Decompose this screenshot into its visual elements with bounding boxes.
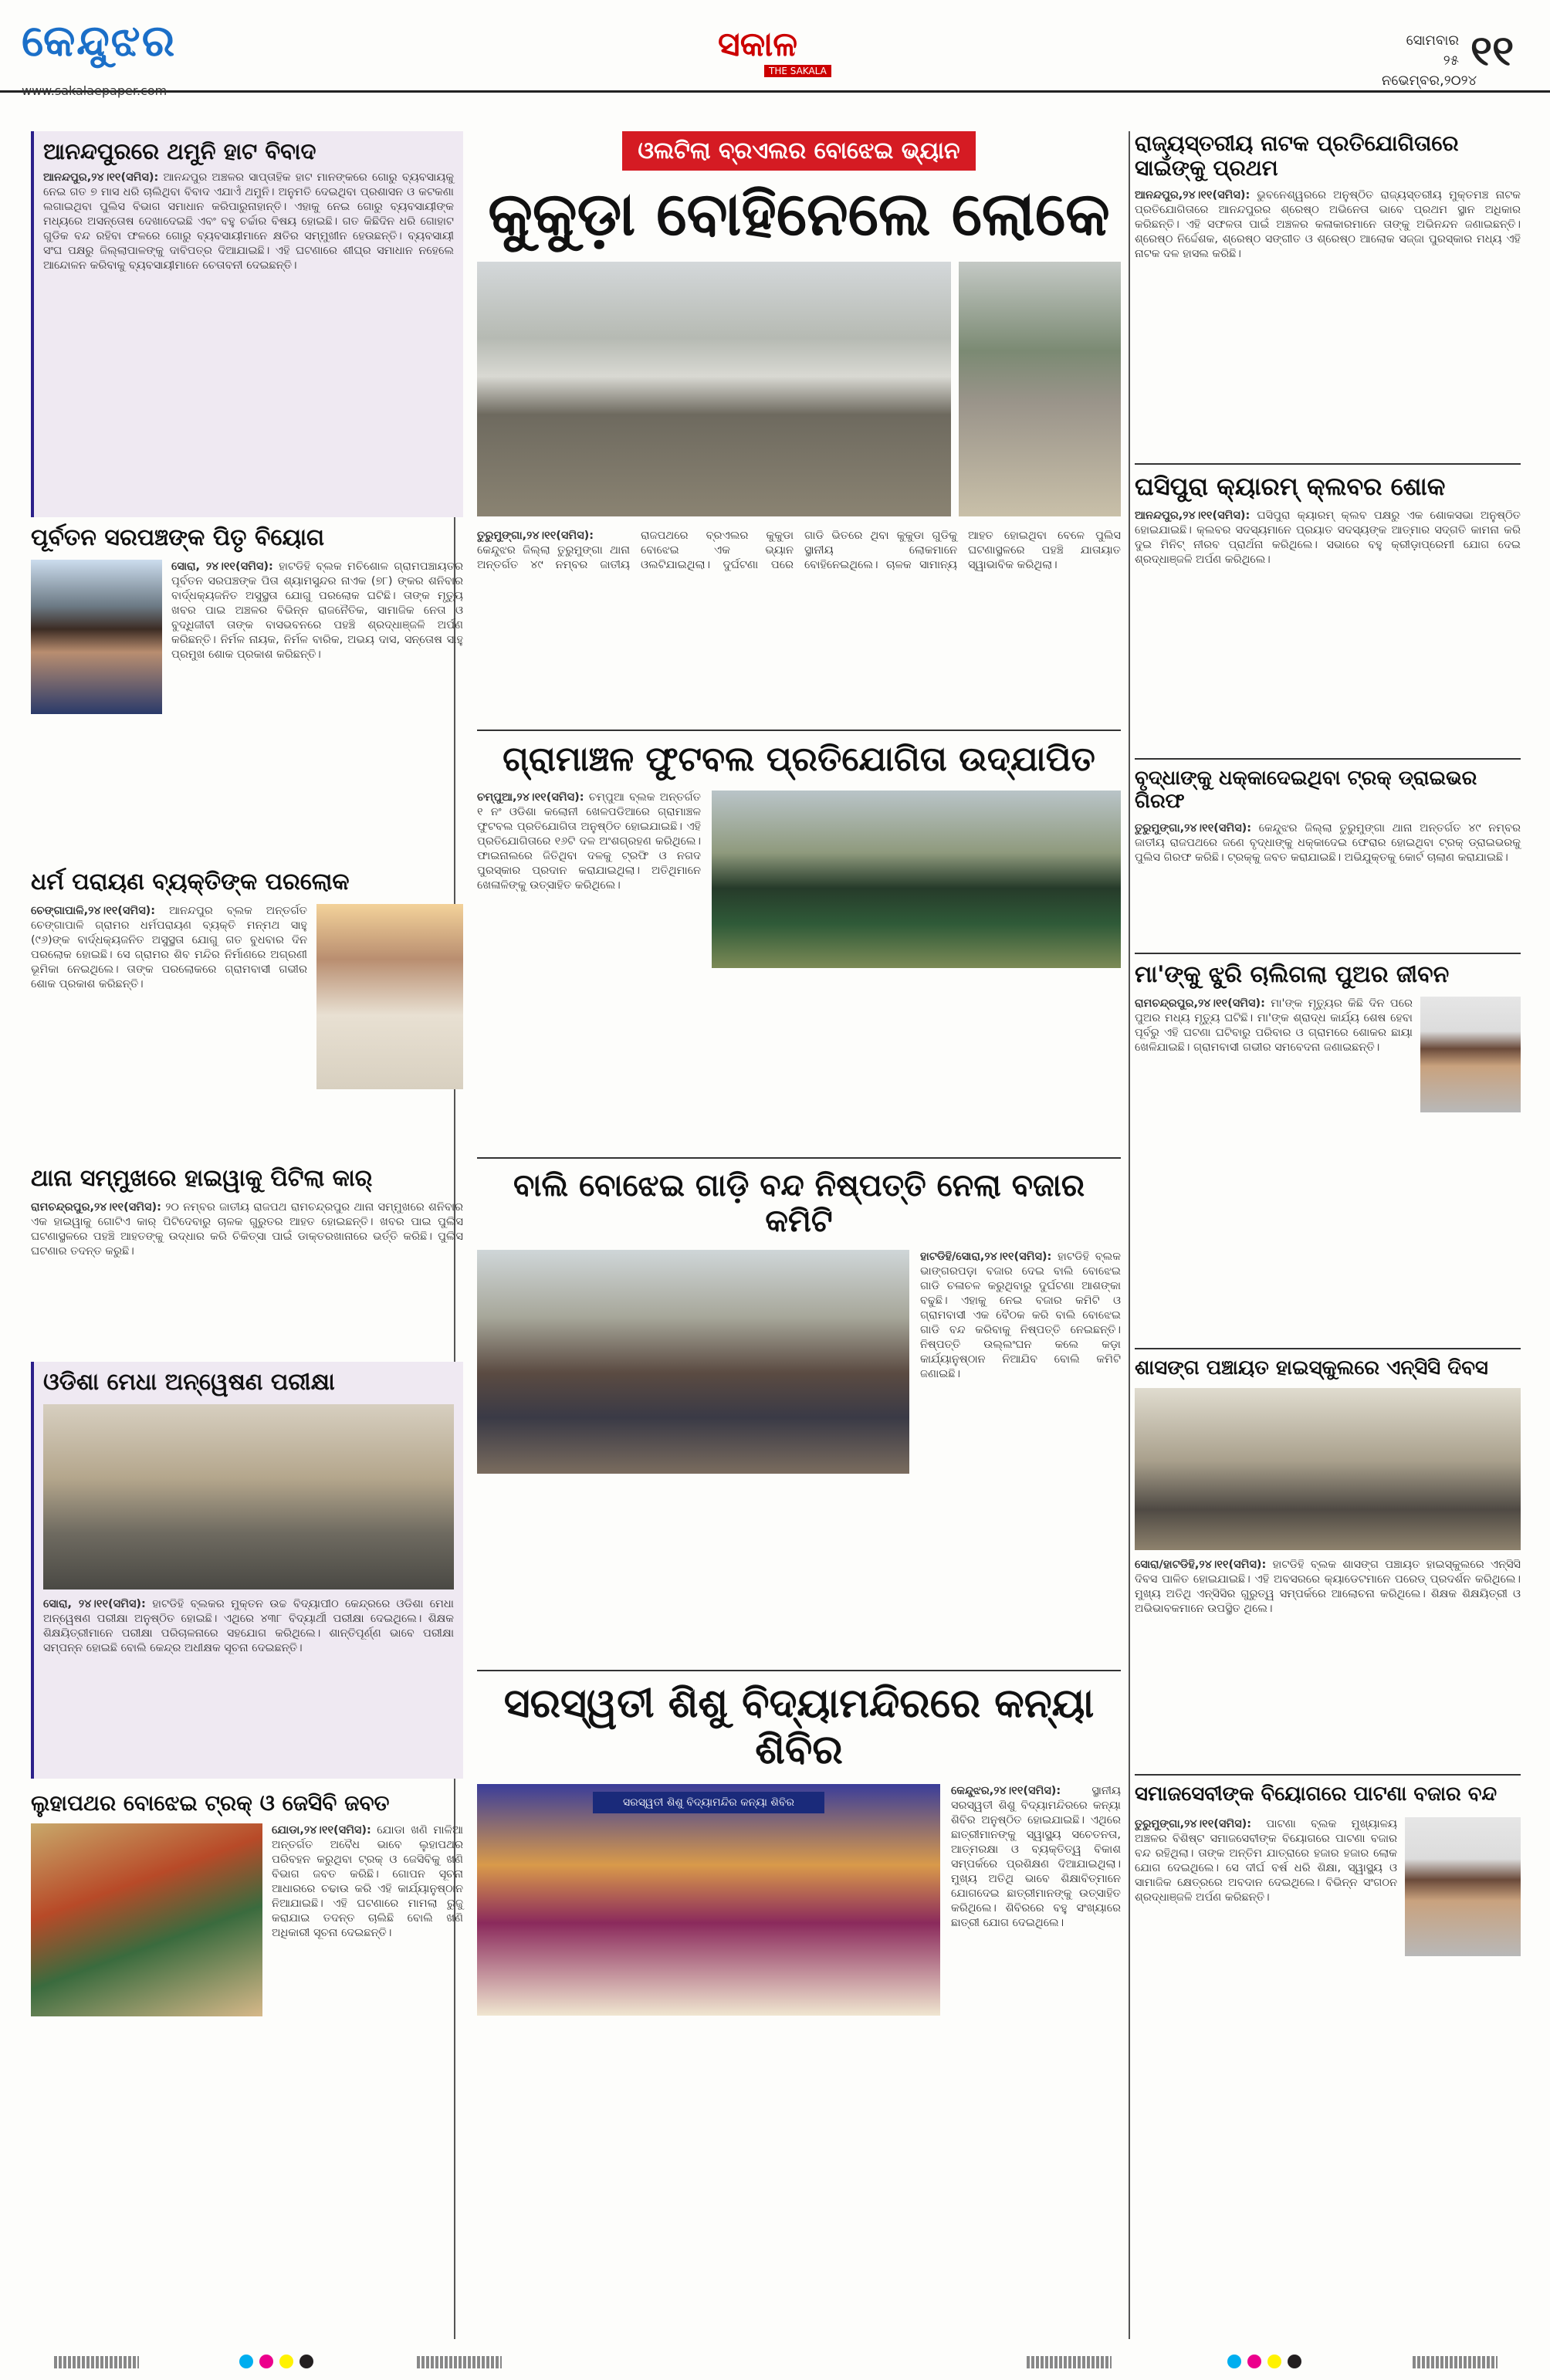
headline: ଘସିପୁରା କ୍ୟାରମ୍ କ୍ଲବର ଶୋକ <box>1135 472 1446 501</box>
dateline: ଚମ୍ପୁଆ,୨୪।୧୧(ସମିସ): <box>477 791 584 804</box>
camp-stage-photo <box>477 1784 940 2016</box>
dateline: ହାଟଡିହି/ସୋରା,୨୪।୧୧(ସମିସ): <box>920 1251 1052 1263</box>
print-registration-strip <box>0 2347 1550 2380</box>
gray-scale-bar <box>1413 2356 1498 2368</box>
article-girls-camp <box>477 1681 1121 2016</box>
divider <box>477 730 1121 731</box>
magenta-dot <box>259 2355 273 2368</box>
headline: ବୃଦ୍ଧାଙ୍କୁ ଧକ୍କାଦେଇଥିବା ଟ୍ରକ୍ ଡ୍ରାଇଭର ଗିରଫ <box>1135 767 1477 813</box>
cyan-dot <box>1227 2355 1241 2368</box>
portrait-photo <box>31 560 162 714</box>
headline: ଆନନ୍ଦପୁରରେ ଥମୁନି ହାଟ ବିବାଦ <box>43 138 316 164</box>
article-carrom <box>1135 472 1521 758</box>
left-column <box>31 131 463 2316</box>
dateline: ସୋରା/ହାଟଡିହି,୨୪।୧୧(ସମିସ): <box>1135 1558 1267 1571</box>
headline: ବାଲି ବୋଝେଇ ଗାଡ଼ି ବନ୍ଦ ନିଷ୍ପତ୍ତି ନେଲା ବଜାର କମିଟି <box>513 1167 1085 1239</box>
edition-name: କେନ୍ଦୁଝର <box>22 15 177 66</box>
dateline: ଆନନ୍ଦପୁର,୨୪।୧୧(ସମିସ): <box>1135 509 1250 522</box>
gray-scale-bar <box>417 2356 502 2368</box>
divider <box>477 1157 1121 1159</box>
weekday: ସୋମବାର <box>1406 32 1459 49</box>
headline: ଓଡିଶା ମେଧା ଅନ୍ୱେଷଣ ପରୀକ୍ଷା <box>43 1369 335 1396</box>
article-body: ଆନନ୍ଦପୁର ବ୍ଲକ ଅନ୍ତର୍ଗତ ଚେଙ୍ଗାପାଳି ଗ୍ରାମର ଧର୍ମପରାୟଣ ବ୍ୟକ୍ତି ମନ୍ମଥ ସାହୁ (୯୬)ଙ୍କ ବାର୍ଦ୍ଧକ୍ୟଜନିତ ଅସୁସ୍ଥତା ଯୋଗୁ ଗତ ବୁଧବାର ଦିନ ପରଲୋକ ହୋଇଛି। ସେ ଗ୍ରାମର ଶିବ ମନ୍ଦିର ନିର୍ମାଣରେ ଅଗ୍ରଣୀ ଭୂମିକା ନେଇଥିଲେ। ତାଙ୍କ ପରଲୋକରେ ଗ୍ରାମବାସୀ ଗଭୀର ଶୋକ ପ୍ରକାଶ କରିଛନ୍ତି। <box>31 904 307 990</box>
article-body: ମା'ଙ୍କ ମୃତ୍ୟୁର କିଛି ଦିନ ପରେ ପୁଅର ମଧ୍ୟ ମୃତ୍ୟୁ ଘଟିଛି। ମା'ଙ୍କ ଶ୍ରାଦ୍ଧ କାର୍ଯ୍ୟ ଶେଷ ହେବା ପୂର୍ବରୁ ଏହି ଘଟଣା ଘଟିବାରୁ ପରିବାର ଓ ଗ୍ରାମରେ ଶୋକର ଛାୟା ଖେଳିଯାଇଛି। ଗ୍ରାମବାସୀ ଗଭୀର ସମବେଦନା ଜଣାଇଛନ୍ତି। <box>1135 997 1413 1054</box>
page-number: ୧୧ <box>1470 26 1514 75</box>
gray-scale-bar <box>54 2356 139 2368</box>
headline: ପୂର୍ବତନ ସରପଞ୍ଚଙ୍କ ପିତୃ ବିୟୋଗ <box>31 524 325 551</box>
article-body: ୨୦ ନମ୍ବର ଜାତୀୟ ରାଜପଥ ରାମଚନ୍ଦ୍ରପୁର ଥାନା ସମ୍ମୁଖରେ ଶନିବାର ଏକ ହାଇୱାକୁ ଗୋଟିଏ କାର୍ ପିଟିଦେବାରୁ ଚାଳକ ଗୁରୁତର ଆହତ ହୋଇଛନ୍ତି। ଖବର ପାଇ ପୁଲିସ ଘଟଣାସ୍ଥଳରେ ପହଞ୍ଚି ଆହତଙ୍କୁ ଉଦ୍ଧାର କରି ଚିକିତ୍ସା ପାଇଁ ଡାକ୍ତରଖାନାରେ ଭର୍ତ୍ତି କରିଛି। ପୁଲିସ ଘଟଣାର ତଦନ୍ତ କରୁଛି। <box>31 1200 464 1258</box>
divider <box>1135 463 1521 465</box>
black-dot <box>300 2355 313 2368</box>
lead-kicker: ଓଲଟିଲା ବ୍ରଏଲର ବୋଝେଇ ଭ୍ୟାନ <box>622 131 975 171</box>
ncc-event-photo <box>1135 1388 1521 1550</box>
right-column <box>1135 131 1521 1956</box>
article-body: ପାଟଣା ବ୍ଲକ ମୁଖ୍ୟାଳୟ ଅଞ୍ଚଳର ବିଶିଷ୍ଟ ସମାଜସେବୀଙ୍କ ବିୟୋଗରେ ପାଟଣା ବଜାର ବନ୍ଦ ରହିଥିଲା। ତାଙ୍କ ଅନ୍ତିମ ଯାତ୍ରାରେ ହଜାର ହଜାର ଲୋକ ଯୋଗ ଦେଇଥିଲେ। ସେ ଦୀର୍ଘ ବର୍ଷ ଧରି ଶିକ୍ଷା, ସ୍ୱାସ୍ଥ୍ୟ ଓ ସାମାଜିକ କ୍ଷେତ୍ରରେ ଅବଦାନ ଦେଇଥିଲେ। ବିଭିନ୍ନ ସଂଗଠନ ଶ୍ରଦ୍ଧାଞ୍ଜଳି ଅର୍ପଣ କରିଛନ୍ତି। <box>1135 1817 1397 1904</box>
newspaper-logo: ସକାଳ <box>718 25 798 64</box>
date-block <box>1382 31 1477 91</box>
headline: ସରସ୍ୱତୀ ଶିଶୁ ବିଦ୍ୟାମନ୍ଦିରରେ କନ୍ୟା ଶିବିର <box>503 1680 1095 1773</box>
article-body: କେନ୍ଦୁଝର ଜିଲ୍ଲା ତୁରୁମୁଙ୍ଗା ଥାନା ଅନ୍ତର୍ଗତ ୪୯ ନମ୍ବର ଜାତୀୟ ରାଜପଥରେ ବ୍ରଏଲର କୁକୁଡା ବୋଝେଇ ଏକ ଭ୍ୟାନ ଓଲଟିଯାଇଥିଲା। ଦୁର୍ଘଟଣା ପରେ ଗାଡି ଭିତରେ ଥିବା କୁକୁଡା ଗୁଡିକୁ ସ୍ଥାନୀୟ ଲୋକମାନେ ବୋହିନେଇଥିଲେ। ଚାଳକ ସାମାନ୍ୟ ଆହତ ହୋଇଥିବା ବେଳେ ପୁଲିସ ଘଟଣାସ୍ଥଳରେ ପହଞ୍ଚି ଯାତାୟାତ ସ୍ୱାଭାବିକ କରିଥିଲା। <box>477 529 1121 571</box>
article-football <box>477 740 1121 1157</box>
website-url[interactable]: www.sakalaepaper.com <box>22 83 168 98</box>
divider <box>1135 758 1521 760</box>
divider <box>477 1670 1121 1671</box>
article-hat-dispute <box>31 131 463 517</box>
dateline: ତୁରୁମୁଙ୍ଗା,୨୪।୧୧(ସମିସ): <box>1135 1817 1252 1830</box>
article-body: ସ୍ଥାନୀୟ ସରସ୍ୱତୀ ଶିଶୁ ବିଦ୍ୟାମନ୍ଦିରରେ କନ୍ୟା ଶିବିର ଅନୁଷ୍ଠିତ ହୋଇଯାଇଛି। ଏଥିରେ ଛାତ୍ରୀମାନଙ୍କୁ ସ୍ୱାସ୍ଥ୍ୟ ସଚେତନତା, ଆତ୍ମରକ୍ଷା ଓ ବ୍ୟକ୍ତିତ୍ୱ ବିକାଶ ସମ୍ପର୍କରେ ପ୍ରଶିକ୍ଷଣ ଦିଆଯାଇଥିଲା। ମୁଖ୍ୟ ଅତିଥି ଭାବେ ଶିକ୍ଷାବିତ୍ମାନେ ଯୋଗଦେଇ ଛାତ୍ରୀମାନଙ୍କୁ ଉତ୍ସାହିତ କରିଥିଲେ। ଶିବିରରେ ବହୁ ସଂଖ୍ୟାରେ ଛାତ୍ରୀ ଯୋଗ ଦେଇଥିଲେ। <box>951 1784 1121 1929</box>
dateline: ଯୋଡା,୨୪।୧୧(ସମିସ): <box>272 1824 371 1837</box>
article-body: ଭୁବନେଶ୍ୱରରେ ଅନୁଷ୍ଠିତ ରାଜ୍ୟସ୍ତରୀୟ ମୁକ୍ତମଞ୍ଚ ନାଟକ ପ୍ରତିଯୋଗିତାରେ ଆନନ୍ଦପୁରର ଶ୍ରେଷ୍ଠ ଅଭିନେତା ଭାବେ ପ୍ରଥମ ସ୍ଥାନ ଅଧିକାର କରିଛନ୍ତି। ଏହି ସଫଳତା ପାଇଁ ଅଞ୍ଚଳର କଳାକାରମାନେ ତାଙ୍କୁ ଅଭିନନ୍ଦନ ଜଣାଇଛନ୍ତି। ଶ୍ରେଷ୍ଠ ନିର୍ଦ୍ଦେଶକ, ଶ୍ରେଷ୍ଠ ସଙ୍ଗୀତ ଓ ଶ୍ରେଷ୍ଠ ଆଲୋକ ସଜ୍ଜା ପୁରସ୍କାର ମଧ୍ୟ ଏହି ନାଟକ ଦଳ ହାସଲ କରିଛି। <box>1135 189 1521 261</box>
article-body: ଆନନ୍ଦପୁର ଅଞ୍ଚଳର ସାପ୍ତାହିକ ହାଟ ମାନଙ୍କରେ ଗୋରୁ ବ୍ୟବସାୟକୁ ନେଇ ଗତ ୭ ମାସ ଧରି ଚାଲିଥିବା ବିବାଦ ଏଯାଏଁ ଥମୁନି। ଅନୁମତି ଦେଇଥିବା ପ୍ରଶାସନ ଓ କଟକଣା ଲଗାଇଥିବା ପୁଲିସ ବିଭାଗ ସମାଧାନ କରିପାରୁନାହାନ୍ତି। ଏହାକୁ ନେଇ ଗୋରୁ ବ୍ୟବସାୟୀଙ୍କ ମଧ୍ୟରେ ଅସନ୍ତୋଷ ଦେଖାଦେଇଛି ଏବଂ ବହୁ ଚର୍ଚ୍ଚାର ବିଷୟ ହୋଇଛି। ଗତ କିଛିଦିନ ଧରି ଗୋହାଟ ଗୁଡିକ ବନ୍ଦ ରହିବା ଫଳରେ ଗୋରୁ ବ୍ୟବସାୟୀମାନେ କ୍ଷତିର ସମ୍ମୁଖୀନ ହେଉଛନ୍ତି। ବ୍ୟବସାୟୀ ସଂଘ ପକ୍ଷରୁ ଜିଲ୍ଲାପାଳଙ୍କୁ ଦାବିପତ୍ର ଦିଆଯାଇଛି। ଏହି ଘଟଣାରେ ଶୀଘ୍ର ସମାଧାନ ନହେଲେ ଆନ୍ଦୋଳନ କରିବାକୁ ବ୍ୟବସାୟୀମାନେ ଚେତାବନୀ ଦେଇଛନ୍ତି। <box>43 171 454 273</box>
stage-banner: ସରସ୍ୱତୀ ଶିଶୁ ବିଦ୍ୟାମନ୍ଦିର କନ୍ୟା ଶିବିର <box>593 1792 824 1813</box>
yellow-dot <box>1267 2355 1281 2368</box>
divider <box>1135 1774 1521 1776</box>
portrait-photo <box>1405 1817 1521 1956</box>
newspaper-logo-sub: THE SAKALA <box>764 65 831 77</box>
seized-truck-photo <box>31 1823 262 2016</box>
portrait-photo <box>1420 997 1521 1112</box>
magenta-dot <box>1247 2355 1261 2368</box>
article-drama <box>1135 131 1521 463</box>
article-body: ଯୋଡା ଖଣି ମାଳିଆ ଅନ୍ତର୍ଗତ ଅବୈଧ ଭାବେ ଲୁହାପଥର ପରିବହନ କରୁଥିବା ଟ୍ରକ୍ ଓ ଜେସିବିକୁ ଖଣି ବିଭାଗ ଜବତ କରିଛି। ଗୋପନ ସୂଚନା ଆଧାରରେ ଚଢାଉ କରି ଏହି କାର୍ଯ୍ୟାନୁଷ୍ଠାନ ନିଆଯାଇଛି। ଏହି ଘଟଣାରେ ମାମଲା ରୁଜୁ କରାଯାଇ ତଦନ୍ତ ଚାଲିଛି ବୋଲି ଖଣି ଅଧିକାରୀ ସୂଚନା ଦେଇଛନ୍ତି। <box>272 1824 463 1940</box>
dateline: ରାମଚନ୍ଦ୍ରପୁର,୨୪।୧୧(ସମିସ): <box>31 1200 161 1214</box>
dateline: ସୋରା, ୨୪।୧୧(ସମିସ): <box>171 560 273 573</box>
exam-hall-photo <box>43 1404 454 1589</box>
headline: ରାଜ୍ୟସ୍ତରୀୟ ନାଟକ ପ୍ରତିଯୋଗିତାରେ ସାଇଁଙ୍କୁ ପ୍ରଥମ <box>1135 130 1459 181</box>
black-dot <box>1288 2355 1301 2368</box>
man-carrying-chickens-photo <box>959 262 1121 516</box>
center-column <box>463 131 1135 2016</box>
dateline: ସୋରା, ୨୪।୧୧(ସମିସ): <box>43 1597 146 1610</box>
dateline: ତୁରୁମୁଙ୍ଗା,୨୪।୧୧(ସମିସ): <box>477 529 594 542</box>
divider <box>1135 1348 1521 1349</box>
article-body: ଘସିପୁରା କ୍ୟାରମ୍ କ୍ଲବ ପକ୍ଷରୁ ଏକ ଶୋକସଭା ଅନୁଷ୍ଠିତ ହୋଇଯାଇଛି। କ୍ଲବର ସଦସ୍ୟମାନେ ପ୍ରୟାତ ସଦସ୍ୟଙ୍କ ଆତ୍ମାର ସଦ୍‌ଗତି କାମନା କରି ଦୁଇ ମିନିଟ୍ ନୀରବ ପ୍ରାର୍ଥନା କରିଥିଲେ। ସଭାରେ ବହୁ କ୍ରୀଡ଼ାପ୍ରେମୀ ଯୋଗ ଦେଇ ଶ୍ରଦ୍ଧାଞ୍ଜଳି ଅର୍ପଣ କରିଥିଲେ। <box>1135 509 1521 566</box>
article-body: କେନ୍ଦୁଝର ଜିଲ୍ଲା ତୁରୁମୁଙ୍ଗା ଥାନା ଅନ୍ତର୍ଗତ ୪୯ ନମ୍ବର ଜାତୀୟ ରାଜପଥରେ ଜଣେ ବୃଦ୍ଧାଙ୍କୁ ଧକ୍କାଦେଇ ଫେରାର ହୋଇଥିବା ଟ୍ରକ୍ ଡ୍ରାଇଭରକୁ ପୁଲିସ ଗିରଫ କରିଛି। ଟ୍ରକ୍‌କୁ ଜବତ କରାଯାଇଛି। ଅଭିଯୁକ୍ତକୁ କୋର୍ଟ ଚାଲାଣ କରାଯାଇଛି। <box>1135 821 1521 864</box>
article-body: ଚମ୍ପୁଆ ବ୍ଲକ ଅନ୍ତର୍ଗତ ୧ ନଂ ଓଡିଶା କଲୋନୀ ଖେଳପଡିଆରେ ଗ୍ରାମାଞ୍ଚଳ ଫୁଟବଲ ପ୍ରତିଯୋଗିତା ଅନୁଷ୍ଠିତ ହୋଇଯାଇଛି। ଏହି ପ୍ରତିଯୋଗିତାରେ ୧୬ଟି ଦଳ ଅଂଶଗ୍ରହଣ କରିଥିଲେ। ଫାଇନାଲରେ ଜିତିଥିବା ଦଳକୁ ଟ୍ରଫି ଓ ନଗଦ ପୁରସ୍କାର ପ୍ରଦାନ କରାଯାଇଥିଲା। ଅତିଥିମାନେ ଖେଳାଳିଙ୍କୁ ଉତ୍ସାହିତ କରିଥିଲେ। <box>477 791 701 892</box>
dateline: ରାମଚନ୍ଦ୍ରପୁର,୨୪।୧୧(ସମିସ): <box>1135 997 1265 1010</box>
article-body: ହାଟଡିହି ବ୍ଲକ ଶାସଙ୍ଗ ପଞ୍ଚାୟତ ହାଇସ୍କୁଲରେ ଏନ୍‌ସିସି ଦିବସ ପାଳିତ ହୋଇଯାଇଛି। ଏହି ଅବସରରେ କ୍ୟାଡେଟମାନେ ପରେଡ୍ ପ୍ରଦର୍ଶନ କରିଥିଲେ। ମୁଖ୍ୟ ଅତିଥି ଏନ୍‌ସିସିର ଗୁରୁତ୍ୱ ସମ୍ପର୍କରେ ଆଲୋଚନା କରିଥିଲେ। ଶିକ୍ଷକ ଶିକ୍ଷୟିତ୍ରୀ ଓ ଅଭିଭାବକମାନେ ଉପସ୍ଥିତ ଥିଲେ। <box>1135 1558 1521 1615</box>
cyan-dot <box>239 2355 253 2368</box>
article-mother-son <box>1135 962 1521 1348</box>
headline: ଥାନା ସମ୍ମୁଖରେ ହାଇୱାକୁ ପିଟିଲା କାର୍ <box>31 1165 373 1192</box>
headline: ଧର୍ମ ପରାୟଣ ବ୍ୟକ୍ତିଙ୍କ ପରଲୋକ <box>31 868 350 895</box>
divider <box>1135 953 1521 954</box>
article-truck-driver <box>1135 767 1521 953</box>
headline: ଲୁହାପଥର ବୋଝେଇ ଟ୍ରକ୍ ଓ ଜେସିବି ଜବତ <box>31 1790 390 1816</box>
article-car-accident <box>31 1166 463 1359</box>
article-body: ହାଟଡିହି ବ୍ଲକର ମୁକ୍ତନ ଉଚ୍ଚ ବିଦ୍ୟାପୀଠ କେନ୍ଦ୍ରରେ ଓଡିଶା ମେଧା ଅନ୍ୱେଷଣ ପରୀକ୍ଷା ଅନୁଷ୍ଠିତ ହୋଇଛି। ଏଥିରେ ୪୩୮ ବିଦ୍ୟାର୍ଥୀ ପରୀକ୍ଷା ଦେଇଥିଲେ। ଶିକ୍ଷକ ଶିକ୍ଷୟିତ୍ରୀମାନେ ପରୀକ୍ଷା ପରିଚାଳନାରେ ସହଯୋଗ କରିଥିଲେ। ଶାନ୍ତିପୂର୍ଣ୍ଣ ଭାବେ ପରୀକ୍ଷା ସମ୍ପନ୍ନ ହୋଇଛି ବୋଲି କେନ୍ଦ୍ର ଅଧୀକ୍ଷକ ସୂଚନା ଦେଇଛନ୍ତି। <box>43 1597 454 1654</box>
portrait-photo <box>316 904 463 1089</box>
article-body: ହାଟଡିହି ବ୍ଲକ ଭାଙ୍ଗରପଡ଼ା ବଜାର ଦେଇ ବାଲି ବୋଝେଇ ଗାଡି ଚଳାଚଳ କରୁଥିବାରୁ ଦୁର୍ଘଟଣା ଆଶଙ୍କା ବଢୁଛି। ଏହାକୁ ନେଇ ବଜାର କମିଟି ଓ ଗ୍ରାମବାସୀ ଏକ ବୈଠକ କରି ବାଲି ବୋଝେଇ ଗାଡି ବନ୍ଦ କରିବାକୁ ନିଷ୍ପତ୍ତି ନେଇଛନ୍ତି। ନିଷ୍ପତ୍ତି ଉଲ୍ଲଂଘନ କଲେ କଡ଼ା କାର୍ଯ୍ୟାନୁଷ୍ଠାନ ନିଆଯିବ ବୋଲି କମିଟି ଜଣାଇଛି। <box>920 1251 1121 1380</box>
lead-article <box>477 131 1121 730</box>
article-obituary-2 <box>31 869 463 1163</box>
market-meeting-photo <box>477 1250 909 1474</box>
headline: ସମାଜସେବୀଙ୍କ ବିୟୋଗରେ ପାଟଣା ବଜାର ବନ୍ଦ <box>1135 1782 1498 1806</box>
dateline: କେନ୍ଦୁଝର,୨୪।୧୧(ସମିସ): <box>951 1784 1061 1797</box>
lead-headline: କୁକୁଡ଼ା ବୋହିନେଲେ ଲୋକେ <box>488 179 1110 249</box>
football-team-photo <box>712 791 1121 968</box>
headline: ଗ୍ରାମାଞ୍ଚଳ ଫୁଟବଲ ପ୍ରତିଯୋଗିତା ଉଦ୍‌ଯାପିତ <box>503 740 1095 779</box>
article-ncc-day <box>1135 1357 1521 1774</box>
article-truck-seized <box>31 1791 463 2316</box>
gray-scale-bar <box>1027 2356 1112 2368</box>
article-body: ହାଟଡିହି ବ୍ଲକ ମଚିଶୋଳ ଗ୍ରାମପଞ୍ଚାୟତର ପୂର୍ବତନ ସରପଞ୍ଚଙ୍କ ପିତା ଶ୍ୟାମସୁନ୍ଦର ନାଏକ (୭୮) ଙ୍କର ଶନିବାର ବାର୍ଦ୍ଧକ୍ୟଜନିତ ଅସୁସ୍ଥତା ଯୋଗୁ ପରଲୋକ ଘଟିଛି। ତାଙ୍କ ମୃତ୍ୟୁ ଖବର ପାଇ ଅଞ୍ଚଳର ବିଭିନ୍ନ ରାଜନୈତିକ, ସାମାଜିକ ନେତା ଓ ବୁଦ୍ଧିଜୀବୀ ତାଙ୍କ ବାସଭବନରେ ପହଞ୍ଚି ଶ୍ରଦ୍ଧାଞ୍ଜଳି ଅର୍ପଣ କରିଛନ୍ତି। ନିର୍ମଳ ନାୟକ, ନିର୍ମଳ ବାରିକ, ଅଭୟ ଦାସ, ସନ୍ତୋଷ ସାହୁ ପ୍ରମୁଖ ଶୋକ ପ୍ରକାଶ କରିଛନ୍ତି। <box>171 560 463 661</box>
date: ୨୫ ନଭେମ୍ବର,୨୦୨୪ <box>1382 52 1477 89</box>
yellow-dot <box>279 2355 293 2368</box>
dateline: ଆନନ୍ଦପୁର,୨୪।୧୧(ସମିସ): <box>1135 189 1250 202</box>
dateline: ଚେଙ୍ଗାପାଳି,୨୪।୧୧(ସମିସ): <box>31 904 156 917</box>
dateline: ଆନନ୍ଦପୁର,୨୪।୧୧(ସମିସ): <box>43 171 159 185</box>
article-market-bandh <box>1135 1783 1521 1956</box>
article-market-committee <box>477 1168 1121 1670</box>
headline: ମା'ଙ୍କୁ ଝୁରି ଚାଲିଗଲା ପୁଅର ଜୀବନ <box>1135 961 1450 988</box>
article-obituary-1 <box>31 525 463 865</box>
dateline: ତୁରୁମୁଙ୍ଗା,୨୪।୧୧(ସମିସ): <box>1135 821 1252 835</box>
headline: ଶାସଙ୍ଗ ପଞ୍ଚାୟତ ହାଇସ୍କୁଲରେ ଏନ୍‌ସିସି ଦିବସ <box>1135 1356 1488 1380</box>
article-talent-exam <box>31 1362 463 1779</box>
overturned-van-photo <box>477 262 951 516</box>
